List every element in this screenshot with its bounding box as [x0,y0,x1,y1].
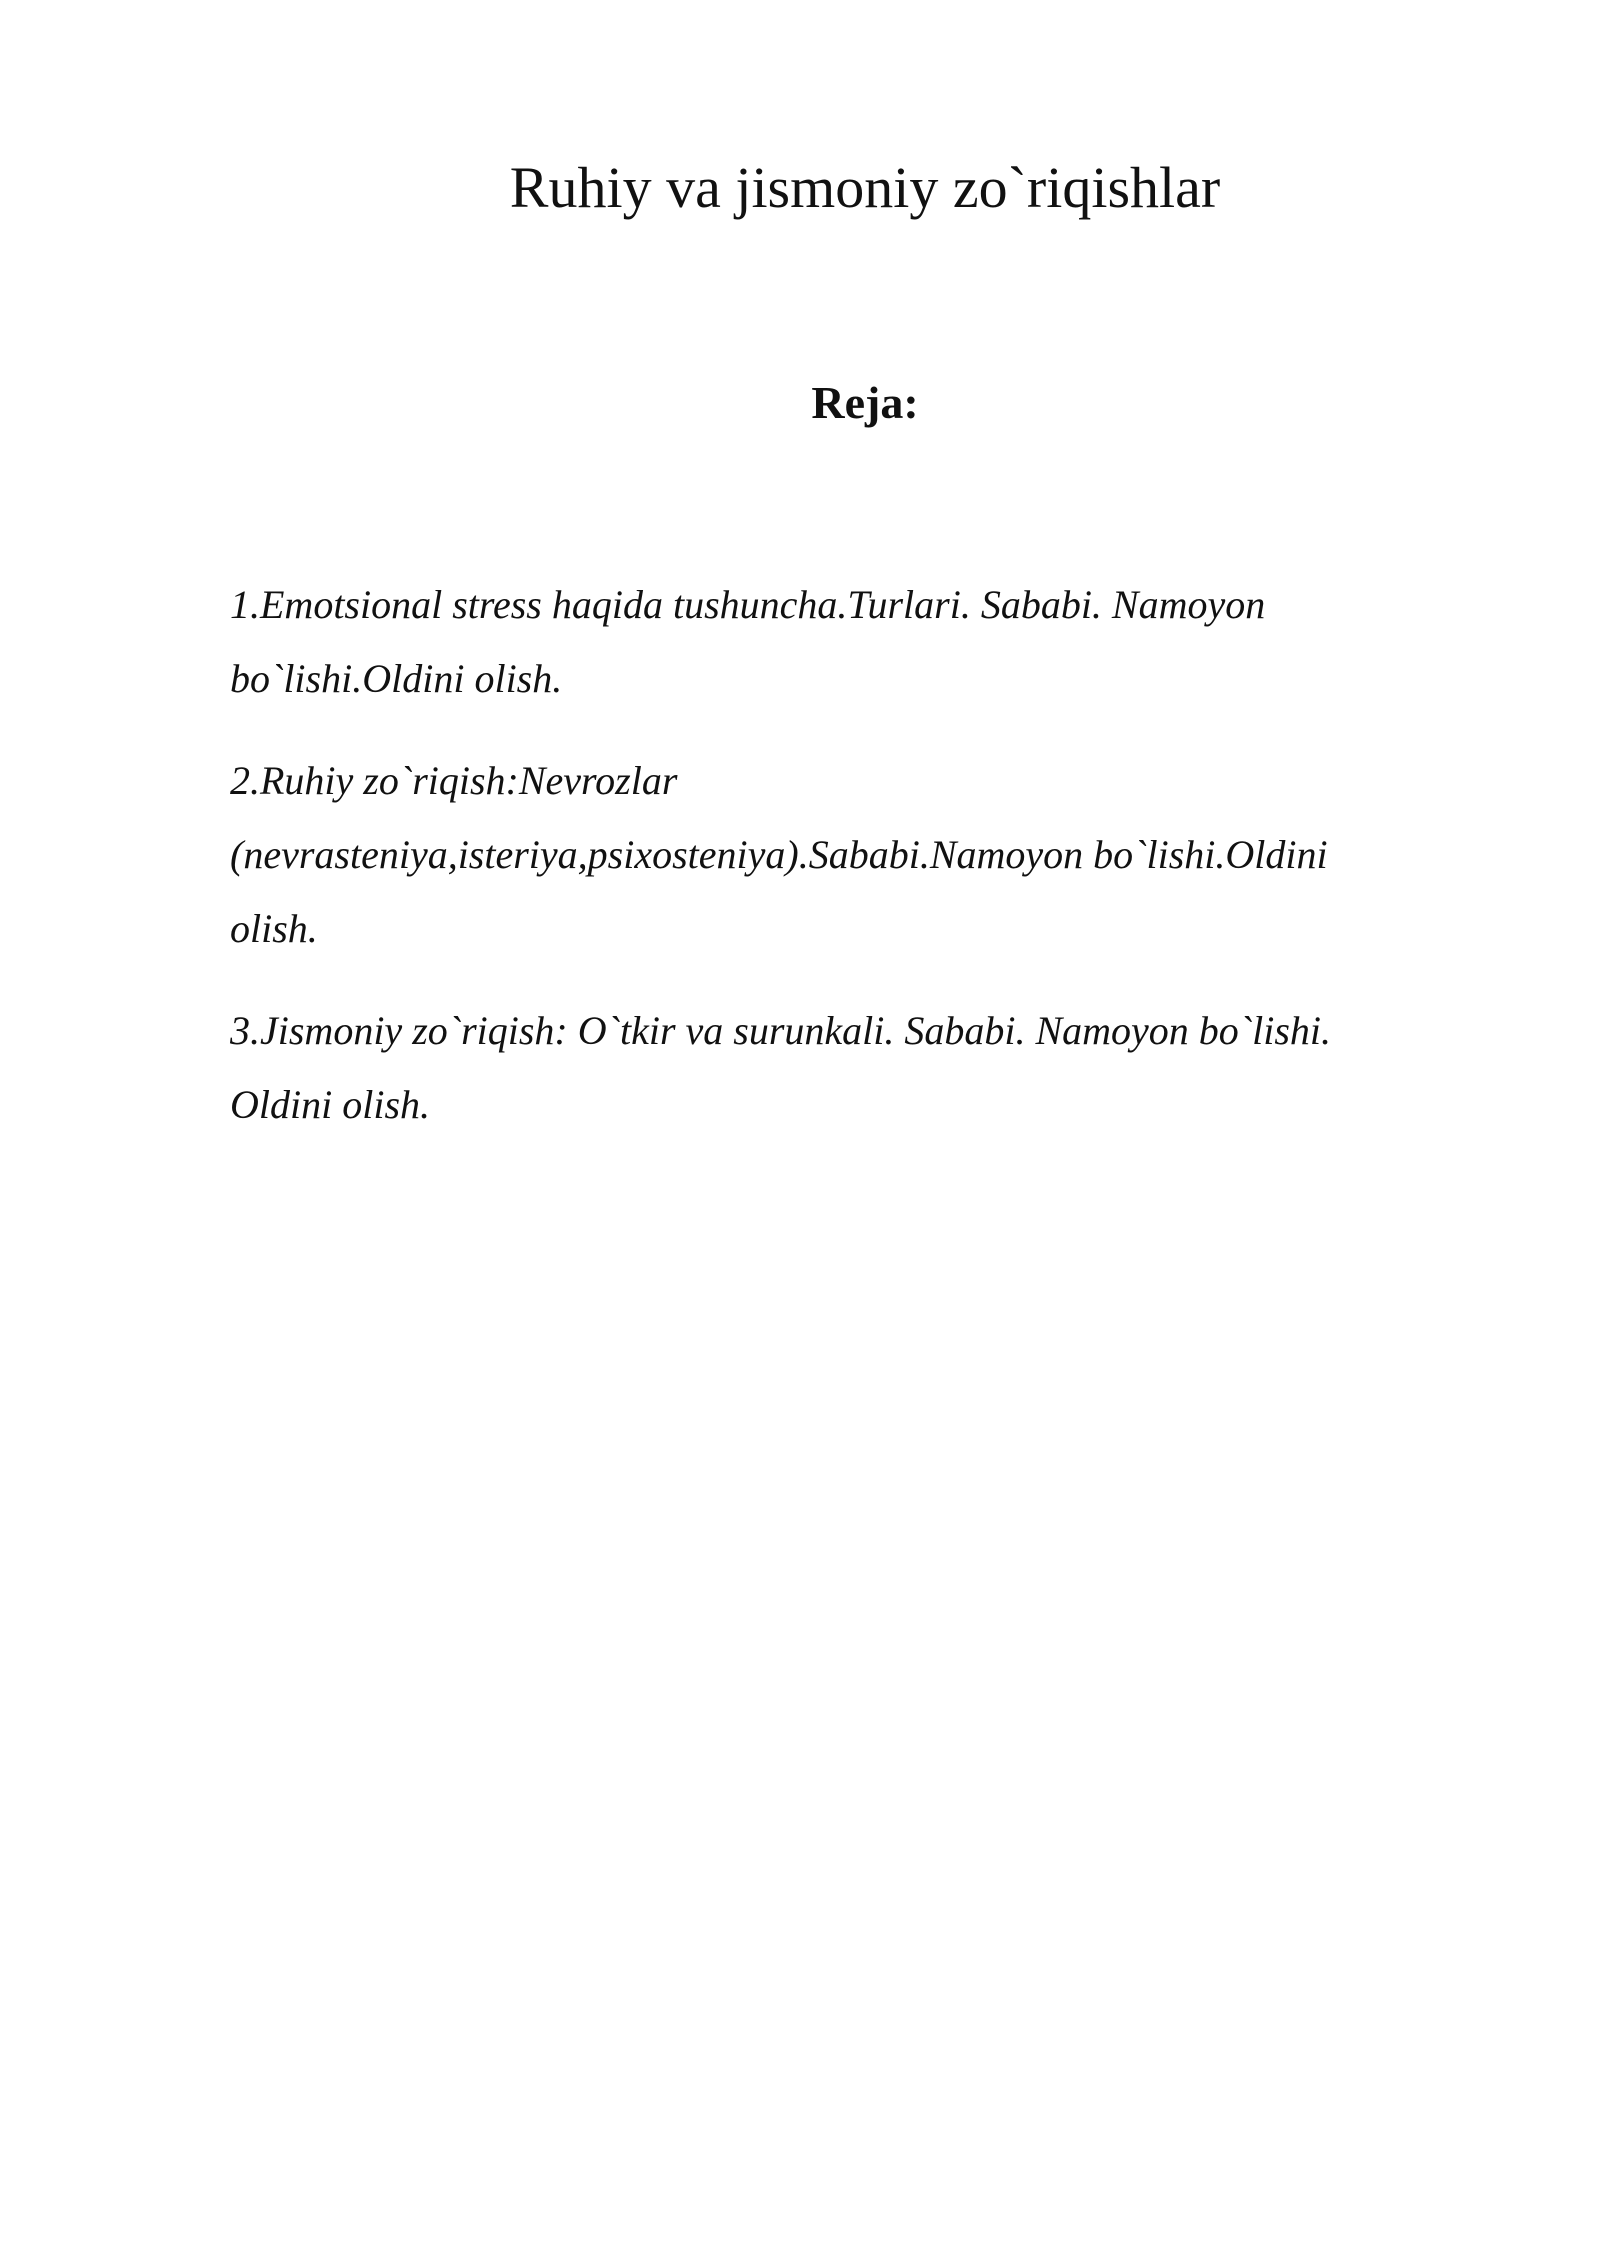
plan-item-1-line-2: bo`lishi.Oldini olish. [230,656,563,701]
plan-item-3-line-1: 3.Jismoniy zo`riqish: O`tkir va surunkali. Sababi. Namoyon bo`lishi. [230,1008,1332,1053]
plan-heading: Reja: [811,377,919,428]
plan-item-1 [230,568,1460,716]
plan-item-1-line-1: 1.Emotsional stress haqida tushuncha.Turlari. Sababi. Namoyon [230,582,1266,627]
plan-item-3 [230,994,1460,1142]
plan-list [230,568,1460,1170]
plan-item-2 [230,744,1460,966]
plan-item-2-line-1: 2.Ruhiy zo`riqish:Nevrozlar [230,758,678,803]
plan-item-2-line-2: (nevrasteniya,isteriya,psixosteniya).Sababi.Namoyon bo`lishi.Oldini [230,832,1328,877]
plan-item-3-line-2: Oldini olish. [230,1082,431,1127]
page-title: Ruhiy va jismoniy zo`riqishlar [509,155,1221,220]
plan-item-2-line-3: olish. [230,906,318,951]
